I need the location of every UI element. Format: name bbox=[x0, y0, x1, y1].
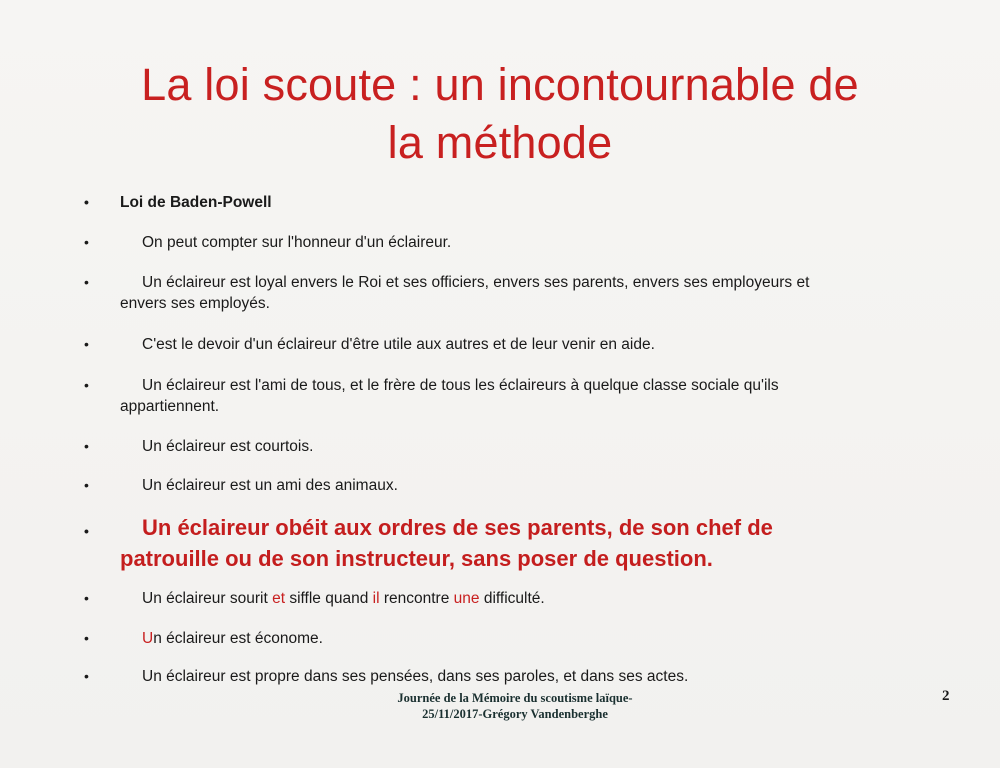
list-item-text bbox=[120, 375, 940, 417]
slide-title bbox=[40, 56, 960, 172]
list-item-emphasis bbox=[82, 512, 940, 574]
bullet-icon: • bbox=[84, 274, 89, 290]
footer-line-2: 25/11/2017-Grégory Vandenberghe bbox=[422, 707, 608, 721]
list-item-text: Un éclaireur est propre dans ses pensées, dans ses paroles, et dans ses actes. bbox=[142, 668, 689, 685]
page-number: 2 bbox=[942, 688, 950, 704]
list-item-line-1: Un éclaireur obéit aux ordres de ses parents, de son chef de bbox=[142, 515, 773, 540]
list-item-text: C'est le devoir d'un éclaireur d'être utile aux autres et de leur venir en aide. bbox=[142, 336, 655, 353]
bullet-icon: • bbox=[84, 377, 89, 393]
text-part: difficulté. bbox=[479, 590, 545, 607]
list-item bbox=[82, 232, 451, 253]
list-item-text: Un éclaireur est un ami des animaux. bbox=[142, 477, 398, 494]
bullet-icon: • bbox=[84, 336, 89, 352]
bullet-icon: • bbox=[84, 523, 89, 539]
text-part: n éclaireur est économe. bbox=[153, 630, 323, 647]
list-item-text bbox=[120, 590, 545, 607]
bullet-icon: • bbox=[84, 477, 89, 493]
text-part: Un éclaireur sourit bbox=[142, 590, 273, 607]
list-item-line-2: patrouille ou de son instructeur, sans poser de question. bbox=[120, 546, 713, 571]
bullet-icon: • bbox=[84, 630, 89, 646]
list-item-text: Un éclaireur est courtois. bbox=[142, 438, 314, 455]
list-item-text bbox=[120, 272, 940, 314]
list-item bbox=[82, 272, 940, 314]
title-line-2: la méthode bbox=[387, 117, 613, 168]
list-item bbox=[82, 475, 398, 496]
text-part-red: une bbox=[453, 590, 480, 607]
list-item-line-2: envers ses employés. bbox=[120, 295, 270, 312]
text-part: siffle quand bbox=[285, 590, 373, 607]
list-item bbox=[82, 375, 940, 417]
list-item-text: On peut compter sur l'honneur d'un éclaireur. bbox=[142, 234, 452, 251]
slide-footer bbox=[300, 690, 730, 722]
list-item-line-2: appartiennent. bbox=[120, 398, 220, 415]
list-item bbox=[82, 334, 655, 355]
list-item-text: Loi de Baden-Powell bbox=[120, 194, 272, 211]
text-part-red: U bbox=[142, 630, 154, 647]
bullet-icon: • bbox=[84, 668, 89, 684]
text-part-red: et bbox=[272, 590, 286, 607]
list-item-text bbox=[120, 512, 940, 574]
list-item bbox=[82, 192, 272, 213]
list-item-line-1: Un éclaireur est loyal envers le Roi et ses officiers, envers ses parents, envers ses employeurs et bbox=[142, 274, 810, 291]
list-item-line-1: Un éclaireur est l'ami de tous, et le frère de tous les éclaireurs à quelque classe sociale qu'ils bbox=[142, 377, 779, 394]
text-part: rencontre bbox=[379, 590, 454, 607]
list-item bbox=[82, 436, 313, 457]
list-item-text bbox=[120, 630, 323, 647]
title-line-1: La loi scoute : un incontournable de bbox=[141, 59, 859, 110]
text-part-red: il bbox=[372, 590, 380, 607]
bullet-icon: • bbox=[84, 590, 89, 606]
bullet-icon: • bbox=[84, 438, 89, 454]
list-item bbox=[82, 588, 545, 609]
footer-line-1: Journée de la Mémoire du scoutisme laïque- bbox=[397, 691, 633, 705]
bullet-icon: • bbox=[84, 234, 89, 250]
bullet-icon: • bbox=[84, 194, 89, 210]
list-item bbox=[82, 666, 688, 687]
list-item bbox=[82, 628, 323, 649]
